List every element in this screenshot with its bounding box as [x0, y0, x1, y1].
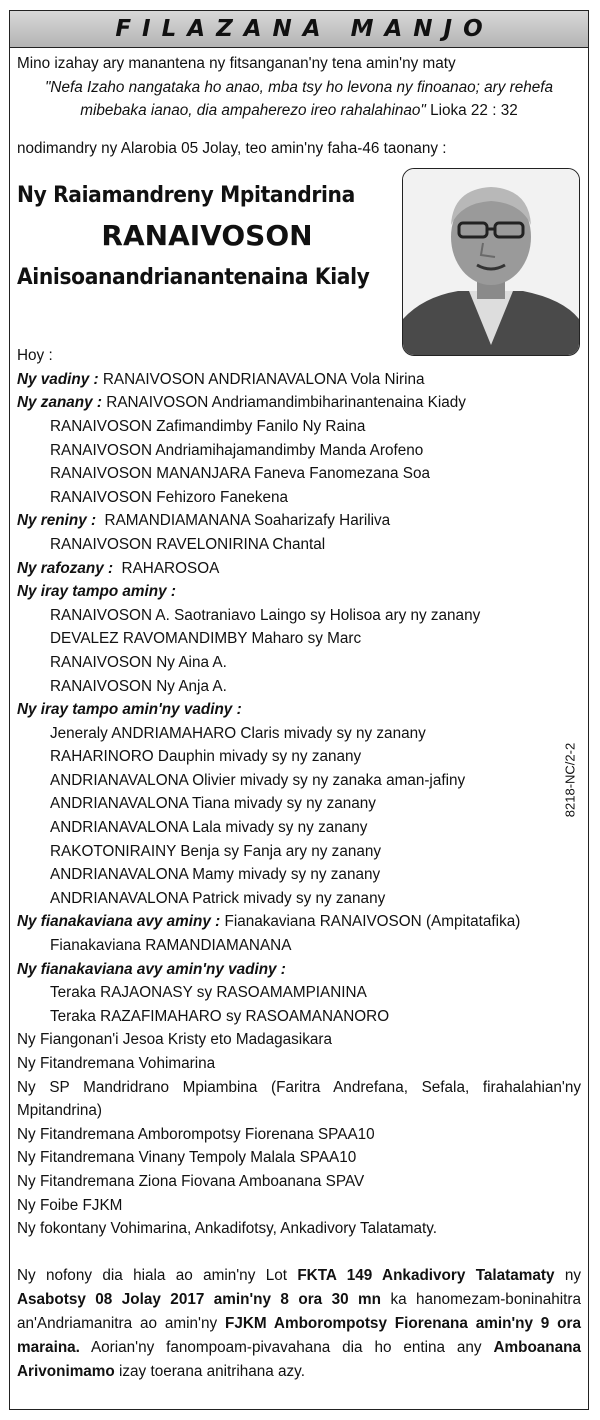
- list-item: RAHARINORO Dauphin mivady sy ny zanany: [50, 748, 362, 766]
- list-item: RANAIVOSON Ny Anja A.: [50, 677, 227, 695]
- list-item: Ny fianakaviana avy amin'ny vadiny :: [17, 960, 286, 978]
- quote-text: "Nefa Izaho nangataka ho anao, mba tsy ho levona ny finoanao; ary rehefa mibebaka ianao, dia ampaherezo ireo rahalahinao": [44, 78, 554, 119]
- list-item: Ny SP Mandridrano Mpiambina (Faritra Andrefana, Sefala, firahalahian'ny Mpitandrina): [17, 1078, 581, 1120]
- quote-reference: Lioka 22 : 32: [425, 101, 518, 119]
- list-item: ANDRIANAVALONA Lala mivady sy ny zanany: [50, 819, 368, 837]
- deceased-title: Ny Raiamandreny Mpitandrina: [17, 183, 355, 209]
- list-item: Ny Fiangonan'i Jesoa Kristy eto Madagasikara: [17, 1031, 332, 1049]
- list-item: Ny reniny : RAMANDIAMANANA Soaharizafy Hariliva: [17, 512, 391, 530]
- list-item: Ny fokontany Vohimarina, Ankadifotsy, Ankadivory Talatamaty.: [17, 1220, 438, 1238]
- list-item: Teraka RAJAONASY sy RASOAMAMPIANINA: [50, 984, 367, 1002]
- list-item: Ny fianakaviana avy aminy : Fianakaviana RANAIVOSON (Ampitatafika): [17, 913, 521, 931]
- list-item: Ny Fitandremana Ziona Fiovana Amboanana SPAV: [17, 1172, 365, 1190]
- deceased-portrait: [402, 168, 580, 356]
- list-item: ANDRIANAVALONA Tiana mivady sy ny zanany: [50, 795, 376, 813]
- list-item: RANAIVOSON Fehizoro Fanekena: [50, 488, 289, 506]
- content: [10, 48, 588, 1384]
- list-item: ANDRIANAVALONA Mamy mivady sy ny zanany: [50, 866, 381, 884]
- deceased-given-names: Ainisoanandrianantenaina Kialy: [17, 265, 370, 291]
- header-banner: [10, 11, 588, 48]
- reference-code: 8218-NC/2-2: [562, 742, 578, 818]
- list-item: Teraka RAZAFIMAHARO sy RASOAMANANORO: [50, 1007, 390, 1025]
- list-item: Ny iray tampo aminy :: [17, 583, 176, 601]
- obituary-frame: [9, 10, 589, 1410]
- hoy-label: Hoy :: [17, 347, 53, 365]
- list-item: Ny rafozany : RAHAROSOA: [17, 559, 220, 577]
- list-item: RANAIVOSON Zafimandimby Fanilo Ny Raina: [50, 417, 366, 435]
- list-item: Ny iray tampo amin'ny vadiny :: [17, 701, 242, 719]
- death-notice: nodimandry ny Alarobia 05 Jolay, teo amin'ny faha-46 taonany :: [17, 139, 447, 157]
- bible-quote: [17, 76, 581, 122]
- list-item: Ny zanany : RANAIVOSON Andriamandimbiharinantenaina Kiady: [17, 394, 466, 412]
- list-item: Ny vadiny : RANAIVOSON ANDRIANAVALONA Vola Nirina: [17, 370, 425, 388]
- deceased-surname: RANAIVOSON: [101, 219, 313, 253]
- funeral-details: Ny nofony dia hiala ao amin'ny Lot FKTA 149 Ankadivory Talatamaty ny Asabotsy 08 Jolay 2017 amin'ny 8 ora 30 mn ka hanomezam-boninahitra an'Andriamanitra ao amin'ny FJKM Amborompotsy Fiorenana amin'ny 9 ora maraina. Aorian'ny fanompoam-pivavahana dia ho entina any Amboanana Arivonimamo izay toerana anitrihana azy.: [17, 1266, 582, 1380]
- intro-text: Mino izahay ary manantena ny fitsanganan'ny tena amin'ny maty: [17, 55, 456, 72]
- header-title: FILAZANA MANJO: [115, 16, 494, 42]
- list-item: Ny Fitandremana Vohimarina: [17, 1055, 216, 1072]
- list-item: RANAIVOSON MANANJARA Faneva Fanomezana Soa: [50, 465, 431, 483]
- list-item: RAKOTONIRAINY Benja sy Fanja ary ny zanany: [50, 842, 382, 860]
- list-item: RANAIVOSON Andriamihajamandimby Manda Arofeno: [50, 441, 424, 459]
- list-item: DEVALEZ RAVOMANDIMBY Maharo sy Marc: [50, 630, 362, 648]
- portrait-image: [403, 169, 579, 355]
- list-item: Fianakaviana RAMANDIAMANANA: [50, 937, 292, 955]
- list-item: RANAIVOSON RAVELONIRINA Chantal: [50, 535, 326, 553]
- list-item: Ny Fitandremana Vinany Tempoly Malala SPAA10: [17, 1149, 357, 1167]
- list-item: Ny Foibe FJKM: [17, 1196, 123, 1214]
- deceased-block: [17, 168, 581, 344]
- family-list: [17, 368, 581, 1241]
- list-item: ANDRIANAVALONA Patrick mivady sy ny zanany: [50, 889, 386, 907]
- list-item: Jeneraly ANDRIAMAHARO Claris mivady sy ny zanany: [50, 724, 426, 742]
- list-item: RANAIVOSON Ny Aina A.: [50, 653, 227, 671]
- list-item: Ny Fitandremana Amborompotsy Fiorenana SPAA10: [17, 1125, 375, 1143]
- list-item: RANAIVOSON A. Saotraniavo Laingo sy Holisoa ary ny zanany: [50, 606, 481, 624]
- list-item: ANDRIANAVALONA Olivier mivady sy ny zanaka aman-jafiny: [50, 771, 466, 789]
